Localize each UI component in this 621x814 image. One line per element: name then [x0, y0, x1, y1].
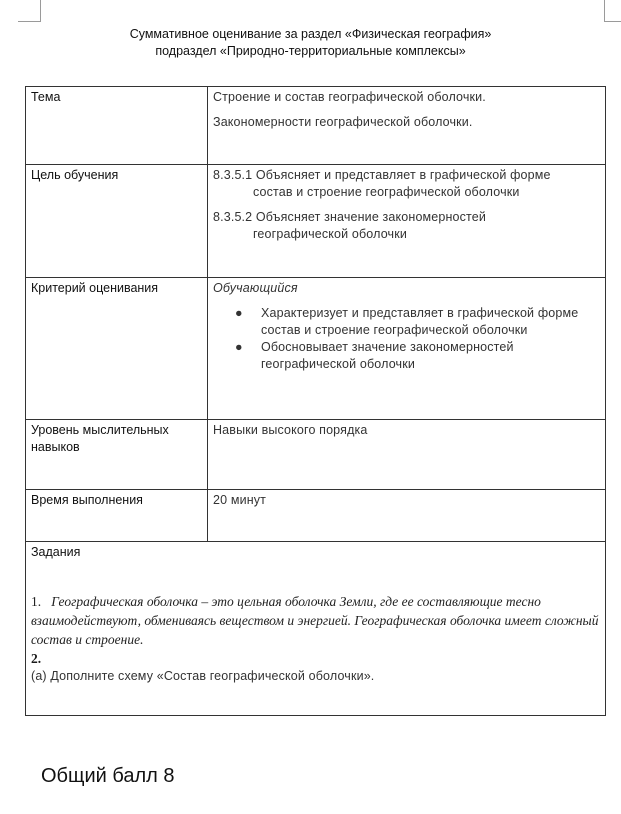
crop-mark-left-horizontal — [18, 21, 41, 22]
goal-value — [208, 165, 606, 278]
task-1-text: Географическая оболочка – это цельная оболочка Земли, где ее составляющие тесно взаимодействуют, обмениваясь веществом и энергией. Географическая оболочка имеет сложный состав и строение. — [31, 594, 599, 647]
topic-label: Тема — [26, 87, 208, 165]
row-time — [26, 490, 606, 542]
level-value: Навыки высокого порядка — [208, 420, 606, 490]
time-value: 20 минут — [208, 490, 606, 542]
goal-item-2-first: 8.3.5.2 Объясняет значение закономерностей — [213, 210, 487, 224]
row-tasks — [26, 542, 606, 716]
topic-line-2: Закономерности географической оболочки. — [213, 115, 473, 129]
criteria-lead: Обучающийся — [213, 281, 298, 295]
row-criteria — [26, 278, 606, 420]
level-label: Уровень мыслительных навыков — [26, 420, 208, 490]
criteria-value — [208, 278, 606, 420]
task-1 — [31, 592, 600, 649]
bullet-marker: ● — [235, 340, 243, 354]
task-2a: (a) Дополните схему «Состав географической оболочки». — [31, 669, 375, 683]
tasks-cell — [26, 542, 606, 716]
goal-item-1-rest: состав и строение географической оболочки — [253, 185, 520, 199]
crop-mark-right — [604, 0, 605, 22]
time-label: Время выполнения — [26, 490, 208, 542]
criteria-bullet-1 — [213, 305, 600, 339]
criteria-bullet-2-text: Обосновывает значение закономерностей географической оболочки — [261, 340, 514, 371]
heading-line-1: Суммативное оценивание за раздел «Физическая география» — [129, 27, 492, 41]
criteria-bullet-1-text: Характеризует и представляет в графической форме состав и строение географической оболочки — [261, 306, 579, 337]
task-1-number: 1. — [31, 594, 42, 609]
document-heading — [0, 26, 621, 60]
goal-item-2-rest: географической оболочки — [253, 227, 407, 241]
criteria-bullet-2 — [213, 339, 600, 373]
task-2-number: 2. — [31, 651, 42, 666]
goal-item-1-first: 8.3.5.1 Объясняет и представляет в графической форме — [213, 168, 551, 182]
tasks-label: Задания — [31, 545, 81, 559]
goal-label: Цель обучения — [26, 165, 208, 278]
row-topic — [26, 87, 606, 165]
heading-line-2: подраздел «Природно-территориальные комплексы» — [155, 44, 466, 58]
row-level — [26, 420, 606, 490]
bullet-marker: ● — [235, 306, 243, 320]
total-score: Общий балл 8 — [41, 765, 175, 787]
crop-mark-left — [40, 0, 41, 22]
crop-mark-right-horizontal — [604, 21, 621, 22]
topic-value — [208, 87, 606, 165]
criteria-label: Критерий оценивания — [26, 278, 208, 420]
tasks-list — [31, 592, 600, 685]
assessment-table — [25, 86, 606, 716]
row-goal — [26, 165, 606, 278]
topic-line-1: Строение и состав географической оболочки. — [213, 90, 486, 104]
